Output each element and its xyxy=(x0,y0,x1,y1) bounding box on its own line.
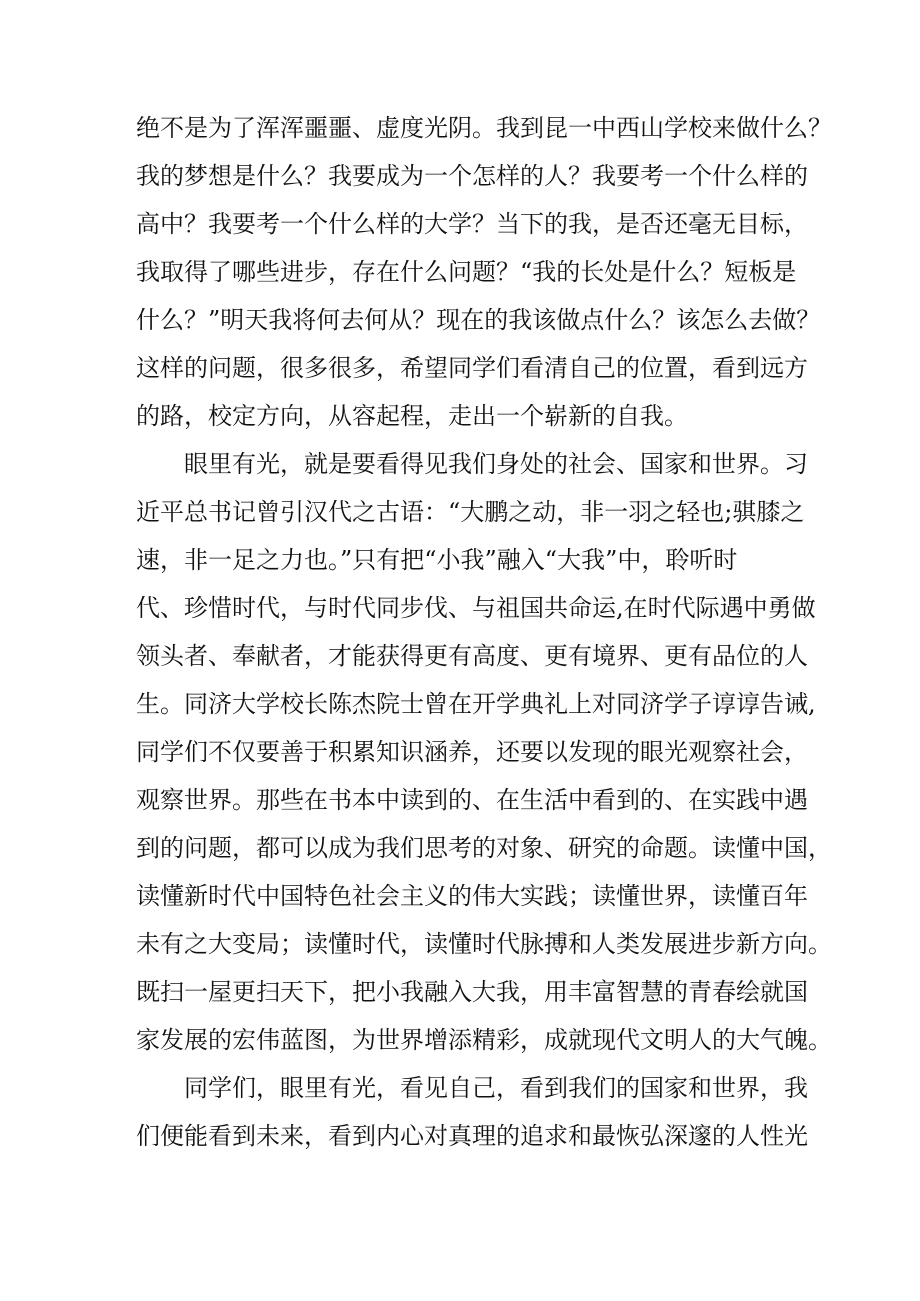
text-line: 这样的问题，很多很多，希望同学们看清自己的位置，看到远方 xyxy=(136,354,808,382)
text-line: 家发展的宏伟蓝图，为世界增添精彩，成就现代文明人的大气魄。 xyxy=(136,1026,832,1054)
text-line: 速，非一足之力也。”只有把“小我”融入“大我”中，聆听时 xyxy=(136,546,738,574)
text-line: 领头者、奉献者，才能获得更有高度、更有境界、更有品位的人 xyxy=(136,642,808,670)
text-line: 绝不是为了浑浑噩噩、虚度光阴。我到昆一中西山学校来做什么？ xyxy=(136,114,832,142)
paragraph-first-line: 眼里有光，就是要看得见我们身处的社会、国家和世界。习 xyxy=(184,450,808,478)
paragraph-first-line: 同学们，眼里有光，看见自己，看到我们的国家和世界，我 xyxy=(184,1074,808,1102)
text-line: 高中？我要考一个什么样的大学？当下的我，是否还毫无目标， xyxy=(136,210,808,238)
text-line: 生。同济大学校长陈杰院士曾在开学典礼上对同济学子谆谆告诫, xyxy=(136,690,816,718)
text-line: 读懂新时代中国特色社会主义的伟大实践；读懂世界，读懂百年 xyxy=(136,882,808,910)
text-line: 们便能看到未来，看到内心对真理的追求和最恢弘深邃的人性光 xyxy=(136,1122,808,1150)
text-line: 观察世界。那些在书本中读到的、在生活中看到的、在实践中遇 xyxy=(136,786,808,814)
text-line: 代、珍惜时代，与时代同步伐、与祖国共命运,在时代际遇中勇做 xyxy=(136,594,816,622)
text-line: 近平总书记曾引汉代之古语：“大鹏之动，非一羽之轻也;骐膝之 xyxy=(136,498,805,526)
text-line: 的路，校定方向，从容起程，走出一个崭新的自我。 xyxy=(136,402,688,430)
text-line: 到的问题，都可以成为我们思考的对象、研究的命题。读懂中国， xyxy=(136,834,832,862)
document-body xyxy=(136,104,832,1160)
text-line: 我取得了哪些进步，存在什么问题？“我的长处是什么？短板是 xyxy=(136,258,797,286)
text-line: 什么？”明天我将何去何从？现在的我该做点什么？该怎么去做？ xyxy=(136,306,821,334)
text-line: 未有之大变局；读懂时代，读懂时代脉搏和人类发展进步新方向。 xyxy=(136,930,832,958)
text-line: 既扫一屋更扫天下，把小我融入大我，用丰富智慧的青春绘就国 xyxy=(136,978,808,1006)
text-line: 同学们不仅要善于积累知识涵养，还要以发现的眼光观察社会， xyxy=(136,738,808,766)
text-line: 我的梦想是什么？我要成为一个怎样的人？我要考一个什么样的 xyxy=(136,162,808,190)
